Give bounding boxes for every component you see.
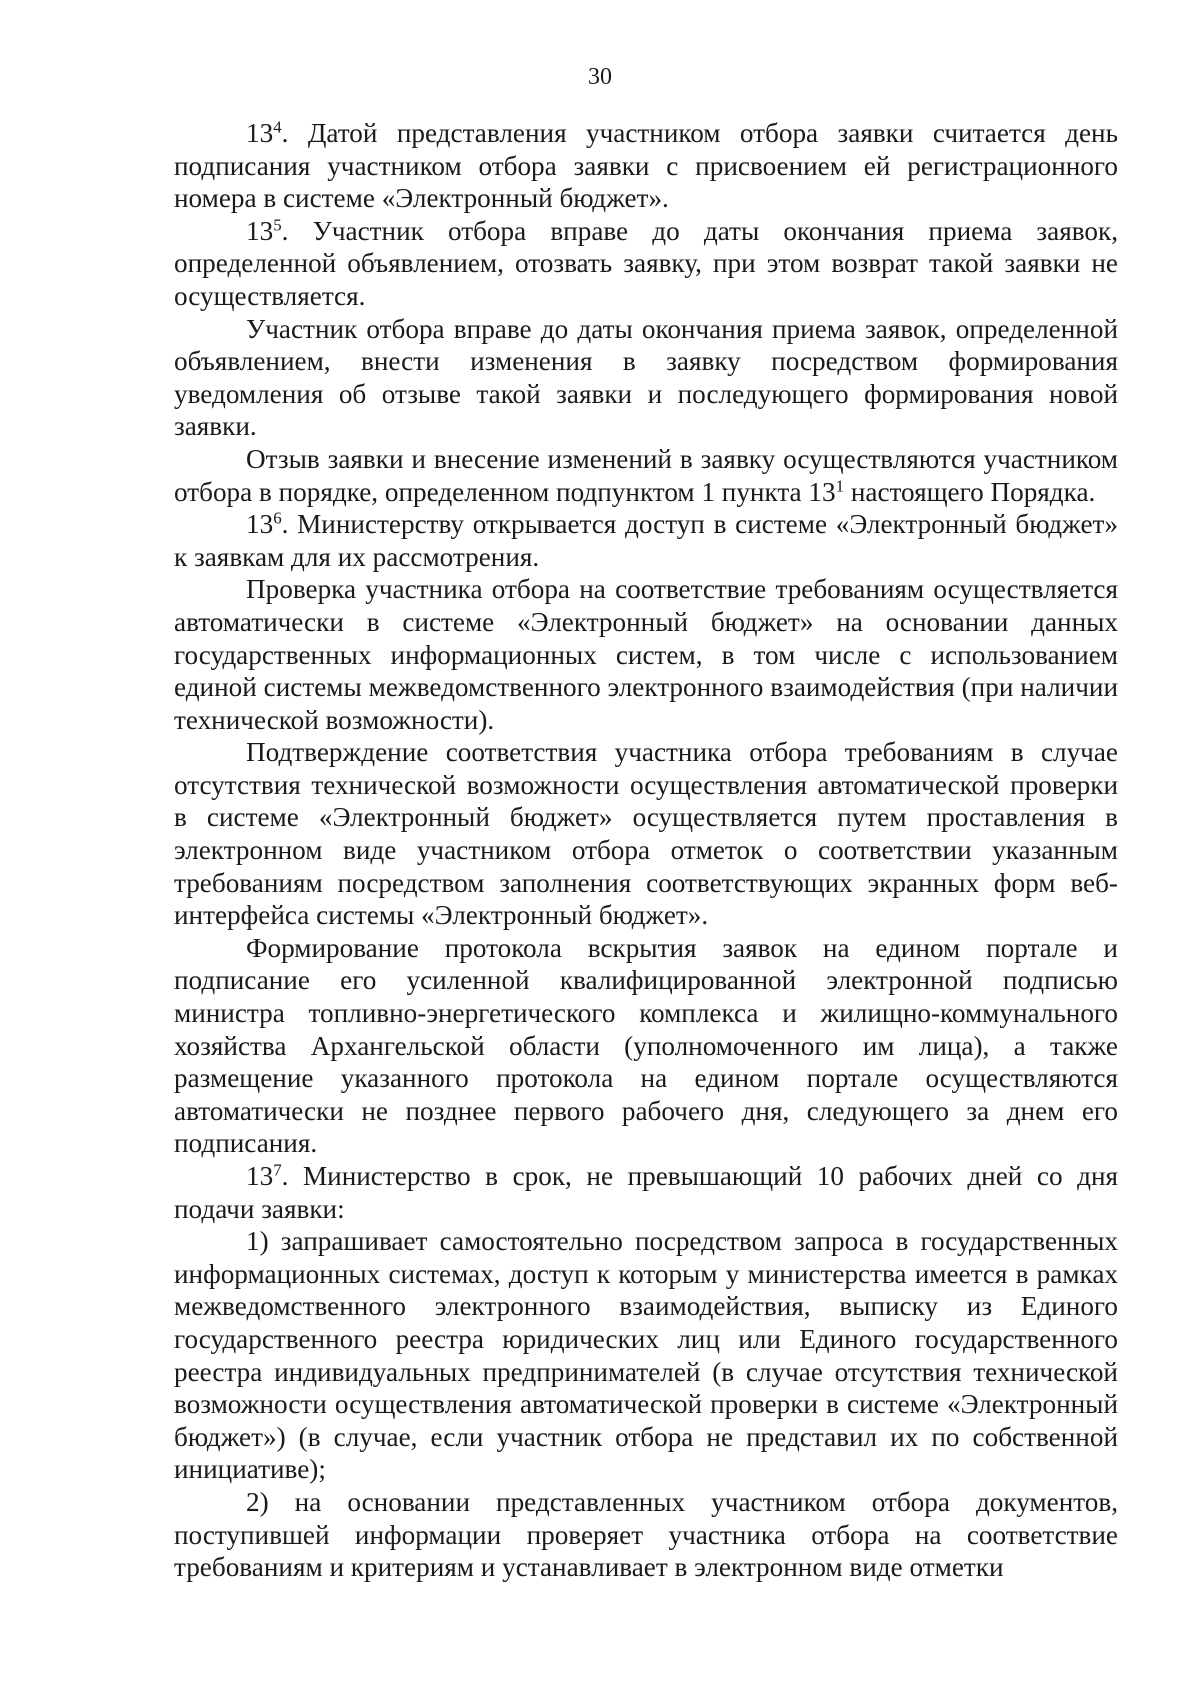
paragraph-text: 2) на основании представленных участником отбора документов, поступившей информации проверяет участника отбора на соответствие требованиям и критериям и устанавливает в электронном виде отметки <box>174 1486 1118 1583</box>
paragraph-text: . Министерству открывается доступ в системе «Электронный бюджет» к заявкам для их рассмотрения. <box>174 509 1118 572</box>
clause-superscript: 5 <box>273 215 282 235</box>
paragraph-13-5 <box>174 215 1118 313</box>
clause-superscript: 4 <box>273 117 282 137</box>
list-item-2 <box>174 1486 1118 1584</box>
clause-number: 13 <box>246 118 274 148</box>
paragraph <box>174 313 1118 443</box>
paragraph-13-7 <box>174 1160 1118 1225</box>
paragraph-text: . Министерство в срок, не превышающий 10 рабочих дней со дня подачи заявки: <box>174 1161 1118 1224</box>
clause-number: 13 <box>246 1161 274 1191</box>
paragraph-13-6 <box>174 508 1118 573</box>
page-number: 30 <box>588 64 612 90</box>
paragraph <box>174 736 1118 932</box>
paragraph-text: 1) запрашивает самостоятельно посредством запроса в государственных информационных системах, доступ к которым у министерства имеется в рамках межведомственного электронного взаимодействия, выписку из Единого государственного реестра юридических лиц или Единого государственного реестра индивидуальных предпринимателей (в случае отсутствия технической возможности осуществления автоматической проверки в системе «Электронный бюджет») (в случае, если участник отбора не представил их по собственной инициативе); <box>174 1226 1118 1485</box>
clause-number: 13 <box>246 215 274 246</box>
reference-superscript: 1 <box>835 476 845 496</box>
paragraph <box>174 443 1118 508</box>
clause-superscript: 7 <box>273 1160 282 1180</box>
paragraph <box>174 573 1118 736</box>
list-item-1 <box>174 1225 1118 1486</box>
paragraph-text: . Участник отбора вправе до даты окончания приема заявок, определенной объявлением, отозвать заявку, при этом возврат такой заявки не осуществляется. <box>174 215 1118 311</box>
paragraph-13-4 <box>174 117 1118 215</box>
document-body <box>174 117 1118 1584</box>
paragraph-text: Подтверждение соответствия участника отбора требованиям в случае отсутствия технической возможности осуществления автоматической проверки в системе «Электронный бюджет» осуществляется путем проставления в электронном виде участником отбора отметок о соответствии указанным требованиям посредством заполнения соответствующих экранных форм веб-интерфейса системы «Электронный бюджет». <box>174 737 1118 931</box>
paragraph-text: Проверка участника отбора на соответствие требованиям осуществляется автоматически в системе «Электронный бюджет» на основании данных государственных информационных систем, в том числе с использованием единой системы межведомственного электронного взаимодействия (при наличии технической возможности). <box>174 574 1118 735</box>
paragraph-text-tail: настоящего Порядка. <box>844 476 1096 507</box>
paragraph-text: . Датой представления участником отбора заявки считается день подписания участником отбора заявки с присвоением ей регистрационного номера в системе «Электронный бюджет». <box>174 118 1118 214</box>
paragraph-text: Формирование протокола вскрытия заявок на едином портале и подписание его усиленной квалифицированной электронной подписью министра топливно-энергетического комплекса и жилищно-коммунального хозяйства Архангельской области (уполномоченного им лица), а также размещение указанного протокола на едином портале осуществляются автоматически не позднее первого рабочего дня, следующего за днем его подписания. <box>174 932 1118 1159</box>
clause-superscript: 6 <box>273 508 282 528</box>
paragraph-text: Отзыв заявки и внесение изменений в заявку осуществляются участником отбора в порядке, определенном подпунктом 1 пункта 13 <box>174 443 1118 507</box>
paragraph-text: Участник отбора вправе до даты окончания приема заявок, определенной объявлением, внести изменения в заявку посредством формирования уведомления об отзыве такой заявки и последующего формирования новой заявки. <box>174 313 1118 442</box>
clause-number: 13 <box>246 509 274 540</box>
paragraph <box>174 932 1118 1160</box>
